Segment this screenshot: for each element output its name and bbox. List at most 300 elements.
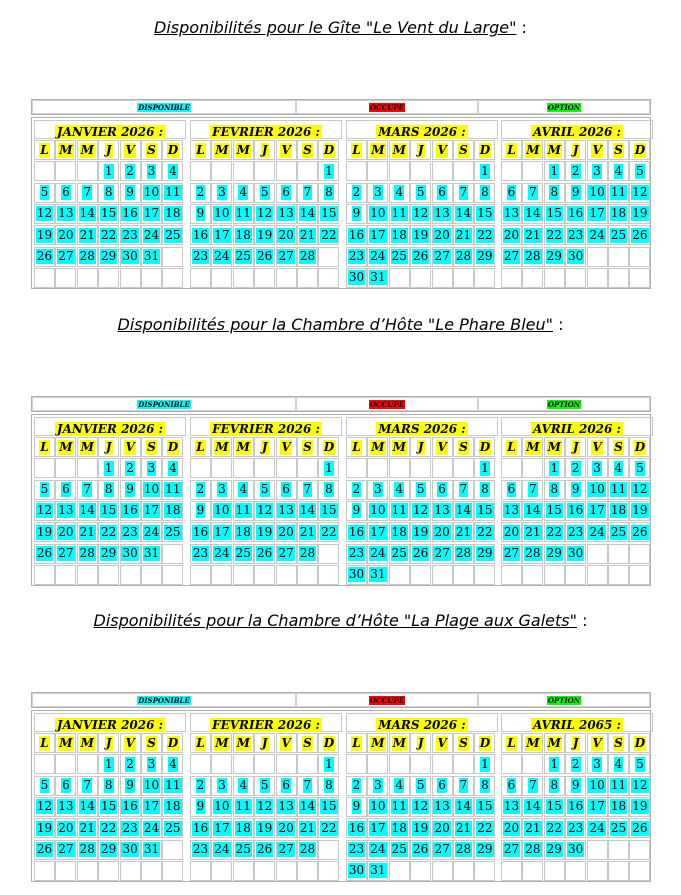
day-number: 1 [481,460,489,475]
day-cell-available [98,183,119,203]
day-cell-available [55,501,76,521]
weekday-label: D [323,439,335,454]
day-number: 30 [348,270,365,285]
day-number: 15 [321,503,337,518]
empty-day-cell [297,161,318,181]
day-number: 24 [143,524,160,539]
day-cell-available [544,754,565,774]
day-cell-available [432,183,453,203]
weekday-label: L [196,735,205,750]
day-number: 25 [610,820,627,835]
day-number: 18 [391,227,407,242]
day-number: 17 [143,503,160,518]
empty-day-cell [254,565,275,585]
empty-day-cell [77,754,98,774]
day-cell-available [211,480,232,500]
day-number: 4 [169,756,177,771]
weekday-cell [276,437,297,457]
day-number: 27 [434,546,450,560]
day-cell-available [98,204,119,224]
day-number: 18 [610,799,627,814]
day-number: 22 [546,820,562,835]
day-cell-available [254,544,275,564]
day-number: 13 [503,206,520,221]
day-cell-available [276,544,297,564]
empty-day-cell [522,268,543,288]
day-number: 2 [196,778,205,793]
day-number: 4 [169,460,177,475]
day-number: 1 [550,163,559,178]
empty-day-cell [34,754,55,774]
day-cell-available [432,840,453,860]
weekday-cell [389,733,410,753]
day-cell-available [565,840,586,860]
day-cell-available [608,522,629,542]
day-cell-available [233,840,254,860]
day-cell-available [629,480,650,500]
day-number: 22 [546,227,562,242]
day-cell-available [254,818,275,838]
day-number: 17 [143,206,160,221]
day-number: 30 [122,546,138,560]
day-cell-available [254,776,275,796]
day-cell-available [629,183,650,203]
day-number: 1 [481,163,489,178]
day-number: 5 [636,163,644,178]
empty-day-cell [501,565,522,585]
day-cell-available [141,797,162,817]
day-cell-available [297,522,318,542]
empty-day-cell [190,565,211,585]
day-cell-available [233,776,254,796]
day-number: 19 [257,227,273,242]
empty-day-cell [367,458,388,478]
day-cell-available [297,480,318,500]
day-cell-available [190,522,211,542]
day-cell-available [608,501,629,521]
month-calendar [346,417,498,583]
day-number: 6 [438,482,446,497]
day-number: 28 [299,546,316,560]
legend-disponible-label: DISPONIBLE [138,399,190,409]
section-title-suffix: : [577,611,588,630]
empty-day-cell [254,754,275,774]
weekday-label: V [592,735,602,750]
day-number: 11 [610,482,627,497]
day-cell-available [367,501,388,521]
day-cell-available [120,522,141,542]
empty-day-cell [233,458,254,478]
weekday-cell [162,437,183,457]
day-cell-available [55,247,76,267]
day-number: 25 [165,820,181,835]
day-cell-available [565,204,586,224]
day-cell-available [141,522,162,542]
legend-occupe [296,100,478,114]
day-cell-available [318,522,339,542]
day-cell-available [410,225,431,245]
empty-day-cell [190,861,211,881]
day-number: 7 [303,482,312,497]
day-cell-available [233,501,254,521]
weekday-cell [297,437,318,457]
weekday-label: S [459,735,468,750]
weekday-cell [367,733,388,753]
day-cell-available [629,818,650,838]
day-number: 23 [192,546,209,560]
empty-day-cell [608,861,629,881]
day-cell-available [77,225,98,245]
day-number: 31 [370,270,386,285]
day-cell-available [34,204,55,224]
day-number: 9 [571,778,580,793]
day-cell-available [367,840,388,860]
day-cell-available [389,183,410,203]
empty-day-cell [190,458,211,478]
day-cell-available [608,776,629,796]
legend-option [478,100,650,114]
day-cell-available [55,204,76,224]
empty-day-cell [120,268,141,288]
day-number: 24 [214,546,230,560]
empty-day-cell [432,565,453,585]
day-number: 10 [589,185,605,200]
day-number: 5 [416,778,425,793]
day-cell-available [254,247,275,267]
weekday-cell [34,140,55,160]
day-number: 15 [477,799,493,814]
weekday-cell [297,733,318,753]
day-cell-available [544,776,565,796]
day-number: 6 [438,778,446,793]
empty-day-cell [629,544,650,564]
day-cell-available [211,776,232,796]
day-number: 3 [218,482,226,497]
section-title: Disponibilités pour la Chambre d’Hôte "Le Phare Bleu" [117,315,553,334]
day-number: 11 [610,185,627,200]
empty-day-cell [254,268,275,288]
day-number: 11 [165,185,181,200]
month-label: JANVIER 2026 : [56,422,164,436]
day-cell-available [629,522,650,542]
day-number: 31 [143,249,160,263]
day-number: 22 [101,820,117,835]
day-number: 18 [391,820,407,835]
weekday-label: D [167,142,179,157]
day-cell-available [608,183,629,203]
empty-day-cell [276,161,297,181]
day-cell-available [141,458,162,478]
month-label: JANVIER 2026 : [56,125,164,139]
day-number: 24 [370,842,386,856]
empty-day-cell [297,458,318,478]
month-calendar [190,417,342,583]
day-cell-available [120,840,141,860]
day-cell-available [77,818,98,838]
empty-day-cell [410,458,431,478]
day-cell-available [55,797,76,817]
day-cell-available [141,818,162,838]
day-cell-available [98,776,119,796]
weekday-cell [34,733,55,753]
day-number: 18 [391,524,407,539]
weekday-cell [318,733,339,753]
weekday-cell [501,140,522,160]
empty-day-cell [254,161,275,181]
weekday-cell [346,140,367,160]
day-cell-available [276,797,297,817]
day-cell-available [522,522,543,542]
day-number: 20 [278,820,294,835]
day-cell-available [346,776,367,796]
empty-day-cell [254,861,275,881]
day-number: 12 [36,206,53,221]
month-calendar [34,120,186,286]
day-number: 19 [413,820,429,835]
day-number: 19 [36,820,53,835]
day-cell-available [432,501,453,521]
day-number: 9 [571,185,580,200]
day-cell-available [162,480,183,500]
empty-day-cell [522,161,543,181]
weekday-cell [162,140,183,160]
day-number: 10 [589,778,605,793]
day-number: 20 [58,524,74,539]
weekday-label: D [479,735,491,750]
day-number: 6 [282,778,290,793]
day-number: 14 [525,799,541,814]
legend-occupe [296,693,478,707]
weekday-label: S [459,142,468,157]
day-number: 8 [325,482,333,497]
day-cell-available [522,204,543,224]
weekday-cell [474,437,495,457]
day-cell-available [254,522,275,542]
day-number: 27 [434,842,450,856]
day-number: 25 [235,546,251,560]
day-number: 24 [589,524,605,539]
day-number: 14 [299,206,316,221]
day-cell-available [389,480,410,500]
day-number: 5 [260,778,269,793]
day-number: 25 [235,249,251,263]
day-cell-available [367,268,388,288]
day-number: 22 [477,524,493,539]
empty-day-cell [544,861,565,881]
weekday-label: M [80,735,94,750]
day-cell-available [453,480,474,500]
day-cell-available [141,161,162,181]
day-cell-available [544,818,565,838]
day-cell-available [587,161,608,181]
day-cell-available [162,458,183,478]
day-cell-available [608,458,629,478]
month-calendar [190,120,342,286]
day-number: 15 [101,503,117,518]
weekday-label: M [392,439,406,454]
weekday-cell [141,437,162,457]
month-label: AVRIL 2026 : [533,125,621,139]
empty-day-cell [346,161,367,181]
day-number: 4 [614,756,623,771]
day-number: 6 [507,185,516,200]
day-number: 5 [40,482,49,497]
day-number: 9 [196,799,205,814]
month-header [346,713,498,732]
empty-day-cell [233,268,254,288]
empty-day-cell [276,861,297,881]
day-number: 22 [101,227,117,242]
day-number: 3 [374,778,382,793]
day-number: 30 [568,546,584,560]
day-number: 13 [434,503,450,518]
legend-option-label: OPTION [547,399,581,409]
weekday-cell [544,140,565,160]
day-cell-available [233,522,254,542]
day-cell-available [297,183,318,203]
day-number: 9 [352,799,361,814]
day-cell-available [587,204,608,224]
empty-day-cell [608,840,629,860]
weekday-label: M [236,142,250,157]
day-cell-available [190,818,211,838]
day-number: 16 [568,503,584,518]
day-number: 16 [122,206,138,221]
day-number: 29 [101,546,117,560]
day-cell-available [211,204,232,224]
day-cell-available [629,204,650,224]
day-number: 3 [374,185,382,200]
day-number: 20 [503,227,520,242]
day-cell-available [522,183,543,203]
day-cell-available [501,818,522,838]
months-table [31,117,651,289]
day-number: 28 [79,546,95,560]
day-number: 25 [610,227,627,242]
day-cell-available [211,522,232,542]
day-cell-available [34,247,55,267]
empty-day-cell [34,268,55,288]
day-cell-available [544,183,565,203]
day-number: 26 [36,249,53,263]
day-number: 9 [196,503,205,518]
day-number: 2 [571,163,580,178]
empty-day-cell [389,268,410,288]
weekday-cell [120,437,141,457]
day-number: 28 [455,842,472,856]
day-number: 3 [147,756,156,771]
empty-day-cell [98,565,119,585]
day-cell-available [453,247,474,267]
day-number: 2 [571,460,580,475]
day-number: 14 [79,206,95,221]
day-cell-available [544,544,565,564]
day-cell-available [346,268,367,288]
weekday-cell [432,733,453,753]
day-cell-available [565,247,586,267]
empty-day-cell [34,861,55,881]
weekday-cell [211,140,232,160]
day-cell-available [544,204,565,224]
day-number: 26 [632,524,648,539]
empty-day-cell [141,268,162,288]
day-number: 14 [299,799,316,814]
weekday-cell [120,733,141,753]
legend-bar [31,396,651,412]
day-cell-available [389,544,410,564]
empty-day-cell [318,544,339,564]
day-number: 21 [455,524,472,539]
empty-day-cell [55,861,76,881]
day-number: 29 [546,249,562,263]
weekday-cell [608,437,629,457]
empty-day-cell [120,565,141,585]
empty-day-cell [432,268,453,288]
day-number: 18 [235,820,251,835]
day-cell-available [120,797,141,817]
empty-day-cell [453,268,474,288]
day-number: 11 [235,799,251,814]
month-calendar [501,713,653,879]
month-label: MARS 2026 : [378,422,466,436]
day-cell-available [565,776,586,796]
weekday-cell [453,437,474,457]
weekday-cell [453,733,474,753]
day-number: 8 [104,778,113,793]
day-number: 27 [503,842,520,856]
day-number: 17 [589,799,605,814]
weekday-cell [346,733,367,753]
weekday-label: L [352,142,361,157]
day-cell-available [276,204,297,224]
weekday-label: S [614,439,623,454]
day-number: 20 [434,820,450,835]
weekday-cell [141,733,162,753]
day-cell-available [211,818,232,838]
month-label: MARS 2026 : [378,718,466,732]
day-cell-available [389,247,410,267]
day-number: 2 [196,482,205,497]
day-cell-available [318,776,339,796]
empty-day-cell [211,458,232,478]
day-cell-available [346,861,367,881]
day-number: 2 [126,756,134,771]
empty-day-cell [389,458,410,478]
day-number: 20 [434,227,450,242]
day-number: 24 [589,227,605,242]
day-cell-available [77,247,98,267]
day-number: 29 [101,842,117,856]
empty-day-cell [410,268,431,288]
day-cell-available [432,544,453,564]
day-cell-available [141,183,162,203]
day-number: 26 [257,842,273,856]
day-cell-available [587,480,608,500]
day-cell-available [410,544,431,564]
day-number: 2 [126,163,134,178]
weekday-label: S [303,735,312,750]
day-cell-available [410,840,431,860]
day-cell-available [211,183,232,203]
day-cell-available [410,776,431,796]
day-number: 19 [413,524,429,539]
day-number: 7 [529,482,537,497]
empty-day-cell [629,247,650,267]
weekday-label: V [281,439,291,454]
empty-day-cell [565,268,586,288]
day-cell-available [565,501,586,521]
day-cell-available [190,501,211,521]
